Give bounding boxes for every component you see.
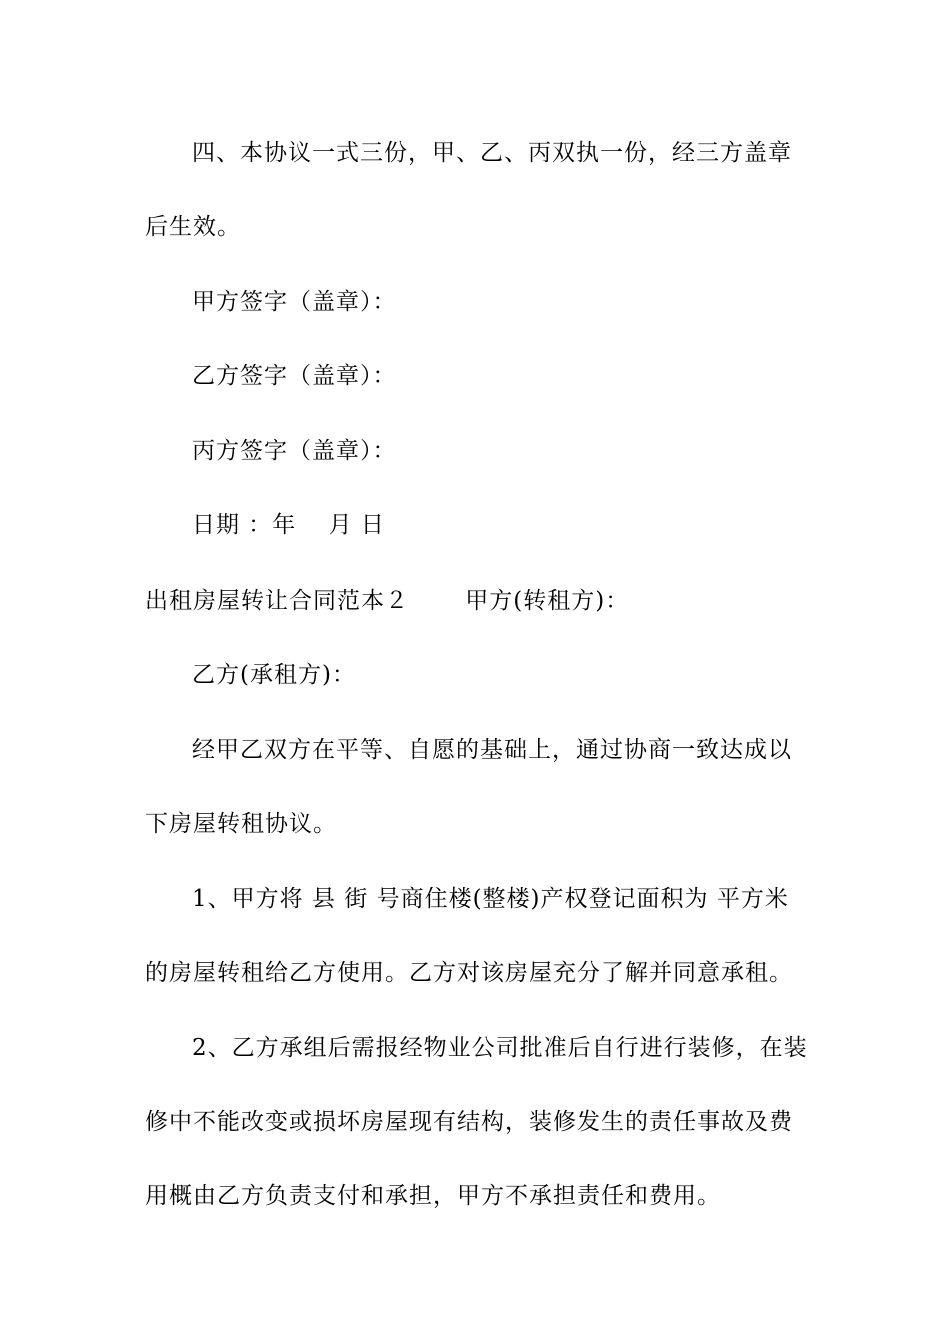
clause-two-line-2: 修中不能改变或损坏房屋现有结构，装修发生的责任事故及费 xyxy=(145,1109,793,1135)
agreement-intro-line-2: 下房屋转租协议。 xyxy=(145,811,337,837)
clause-four-line-1: 四、本协议一式三份，甲、乙、丙双执一份，经三方盖章 xyxy=(192,140,792,166)
clause-two-line-1: 2、乙方承组后需报经物业公司批准后自行进行装修，在装 xyxy=(192,1035,808,1061)
date-line: 日期 ：年 月 日 xyxy=(192,512,385,538)
party-a-signature: 甲方签字（盖章）： xyxy=(192,289,397,315)
party-b-tenant: 乙方(承租方)： xyxy=(192,662,356,688)
party-b-signature: 乙方签字（盖章）： xyxy=(192,363,397,389)
party-c-signature: 丙方签字（盖章）： xyxy=(192,438,397,464)
clause-four-line-2: 后生效。 xyxy=(145,214,241,240)
agreement-intro-line-1: 经甲乙双方在平等、自愿的基础上，通过协商一致达成以 xyxy=(192,737,792,763)
contract-title-line: 出租房屋转让合同范本２ 甲方(转租方)： xyxy=(145,588,630,614)
clause-two-line-3: 用概由乙方负责支付和承担，甲方不承担责任和费用。 xyxy=(145,1183,721,1209)
clause-one-line-1: 1、甲方将 县 街 号商住楼(整楼)产权登记面积为 平方米 xyxy=(192,886,789,912)
clause-one-line-2: 的房屋转租给乙方使用。乙方对该房屋充分了解并同意承租。 xyxy=(145,960,793,986)
